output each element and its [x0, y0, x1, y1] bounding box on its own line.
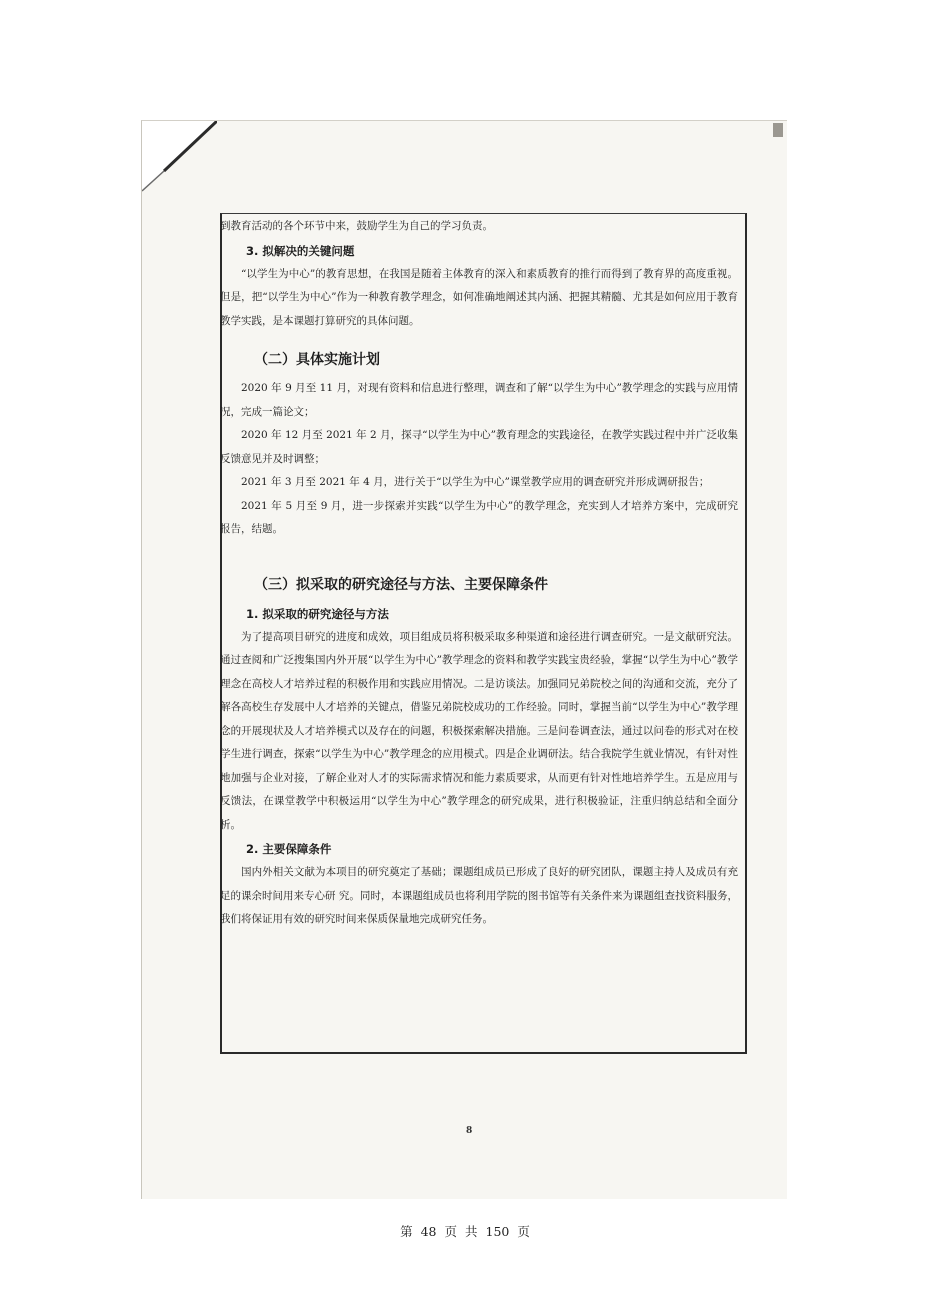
plan-item: 2020 年 12 月至 2021 年 2 月，探寻“以学生为中心”教育理念的实践途径，在教学实践过程中并广泛收集反馈意见并及时调整；	[220, 429, 738, 465]
plan-item: 2020 年 9 月至 11 月，对现有资料和信息进行整理，调查和了解“以学生为中心”教学理念的实践与应用情况，完成一篇论文；	[220, 382, 738, 418]
footer-suffix: 页	[517, 1224, 530, 1239]
page-footer	[0, 1222, 930, 1240]
section3-heading: 3. 拟解决的关键问题	[246, 243, 355, 258]
scan-corner-mark	[773, 123, 783, 137]
part3-heading: （三）拟采取的研究途径与方法、主要保障条件	[254, 576, 548, 593]
part3-sub2-heading: 2. 主要保障条件	[246, 842, 332, 856]
plan-item: 2021 年 5 月至 9 月，进一步探索并实践“以学生为中心”的教学理念，充实到人才培养方案中，完成研究报告，结题。	[220, 499, 738, 535]
footer-total-pages: 150	[485, 1224, 510, 1239]
footer-current-page: 48	[420, 1224, 437, 1239]
document-body	[220, 215, 738, 932]
footer-prefix: 第	[400, 1224, 413, 1239]
intro-line: 到教育活动的各个环节中来，鼓励学生为自己的学习负责。	[220, 220, 493, 232]
section3-paragraph: “以学生为中心”的教育思想，在我国是随着主体教育的深入和素质教育的推行而得到了教育界的高度重视。但是，把“以学生为中心”作为一种教育教学理念，如何准确地阐述其内涵、把握其精髓、尤其是如何应用于教育教学实践，是本课题打算研究的具体问题。	[220, 267, 738, 327]
part3-sub1-paragraph: 为了提高项目研究的进度和成效，项目组成员将积极采取多种渠道和途径进行调查研究。一是文献研究法。通过查阅和广泛搜集国内外开展“以学生为中心”教学理念的资料和教学实践宝贵经验，掌握“以学生为中心”教学理念在高校人才培养过程的积极作用和实践应用情况。二是访谈法。加强同兄弟院校之间的沟通和交流，充分了解各高校生存发展中人才培养的关键点，借鉴兄弟院校成功的工作经验。同时，掌握当前“以学生为中心”教学理念的开展现状及人才培养模式以及存在的问题，积极探索解决措施。三是问卷调查法，通过以问卷的形式对在校学生进行调查，探索“以学生为中心”教学理念的应用模式。四是企业调研法。结合我院学生就业情况，有针对性地加强与企业对接，了解企业对人才的实际需求情况和能力素质要求，从而更有针对性地培养学生。五是应用与反馈法，在课堂教学中积极运用“以学生为中心”教学理念的研究成果，进行积极验证，注重归纳总结和全面分析。	[220, 630, 738, 831]
scan-page-number: 8	[466, 1126, 473, 1136]
footer-page-word: 页	[444, 1224, 458, 1239]
part3-sub1-heading: 1. 拟采取的研究途径与方法	[246, 606, 389, 621]
footer-total-word: 共	[465, 1224, 478, 1239]
part2-heading: （二）具体实施计划	[254, 352, 380, 368]
part3-sub2-paragraph: 国内外相关文献为本项目的研究奠定了基础；课题组成员已形成了良好的研究团队，课题主持人及成员有充足的课余时间用来专心研 究。同时，本课题组成员也将利用学院的图书馆等有关条件来为课题组查找资料服务，我们将保证用有效的研究时间来保质保量地完成研究任务。	[220, 866, 738, 925]
plan-item: 2021 年 3 月至 2021 年 4 月，进行关于“以学生为中心”课堂教学应用的调查研究并形成调研报告；	[241, 476, 710, 488]
folded-corner-shadow	[142, 121, 217, 196]
